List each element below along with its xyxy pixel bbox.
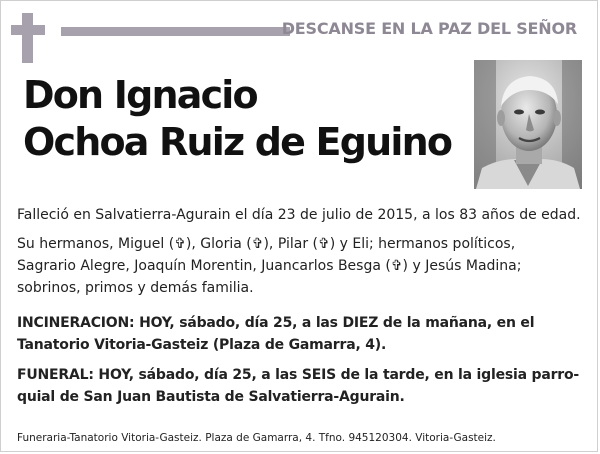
cremation-line: Tanatorio Vitoria-Gasteiz (Plaza de Gamarra, 4). (17, 337, 387, 353)
funeral-paragraph (17, 364, 587, 408)
cremation-line: INCINERACION: HOY, sábado, día 25, a las DIEZ de la mañana, en el (17, 315, 535, 331)
funeral-line: quial de San Juan Bautista de Salvatierra-Agurain. (17, 389, 405, 405)
portrait-image (474, 60, 582, 189)
cremation-paragraph (17, 312, 587, 356)
name-line-1: Don Ignacio (23, 73, 257, 117)
header-divider-bar (61, 27, 290, 36)
family-line: Su hermanos, Miguel (✞), Gloria (✞), Pilar (✞) y Eli; hermanos políticos, (17, 236, 516, 252)
family-line: sobrinos, primos y demás familia. (17, 280, 254, 296)
family-paragraph (17, 233, 587, 299)
deceased-name (23, 72, 451, 166)
name-line-2: Ochoa Ruiz de Eguino (23, 120, 452, 164)
portrait-photo (474, 60, 582, 189)
funeral-line: FUNERAL: HOY, sábado, día 25, a las SEIS de la tarde, en la iglesia parro- (17, 367, 580, 383)
family-line: Sagrario Alegre, Joaquín Morentin, Juancarlos Besga (✞) y Jesús Madina; (17, 258, 522, 274)
death-notice: Falleció en Salvatierra-Agurain el día 23 de julio de 2015, a los 83 años de edad. (17, 207, 581, 223)
funeral-home-footer: Funeraria-Tanatorio Vitoria-Gasteiz. Plaza de Gamarra, 4. Tfno. 945120304. Vitoria-Gasteiz. (17, 432, 496, 444)
header-title: DESCANSE EN LA PAZ DEL SEÑOR (281, 19, 577, 38)
cross-vertical-bar (22, 13, 33, 63)
cross-horizontal-bar (11, 25, 45, 35)
